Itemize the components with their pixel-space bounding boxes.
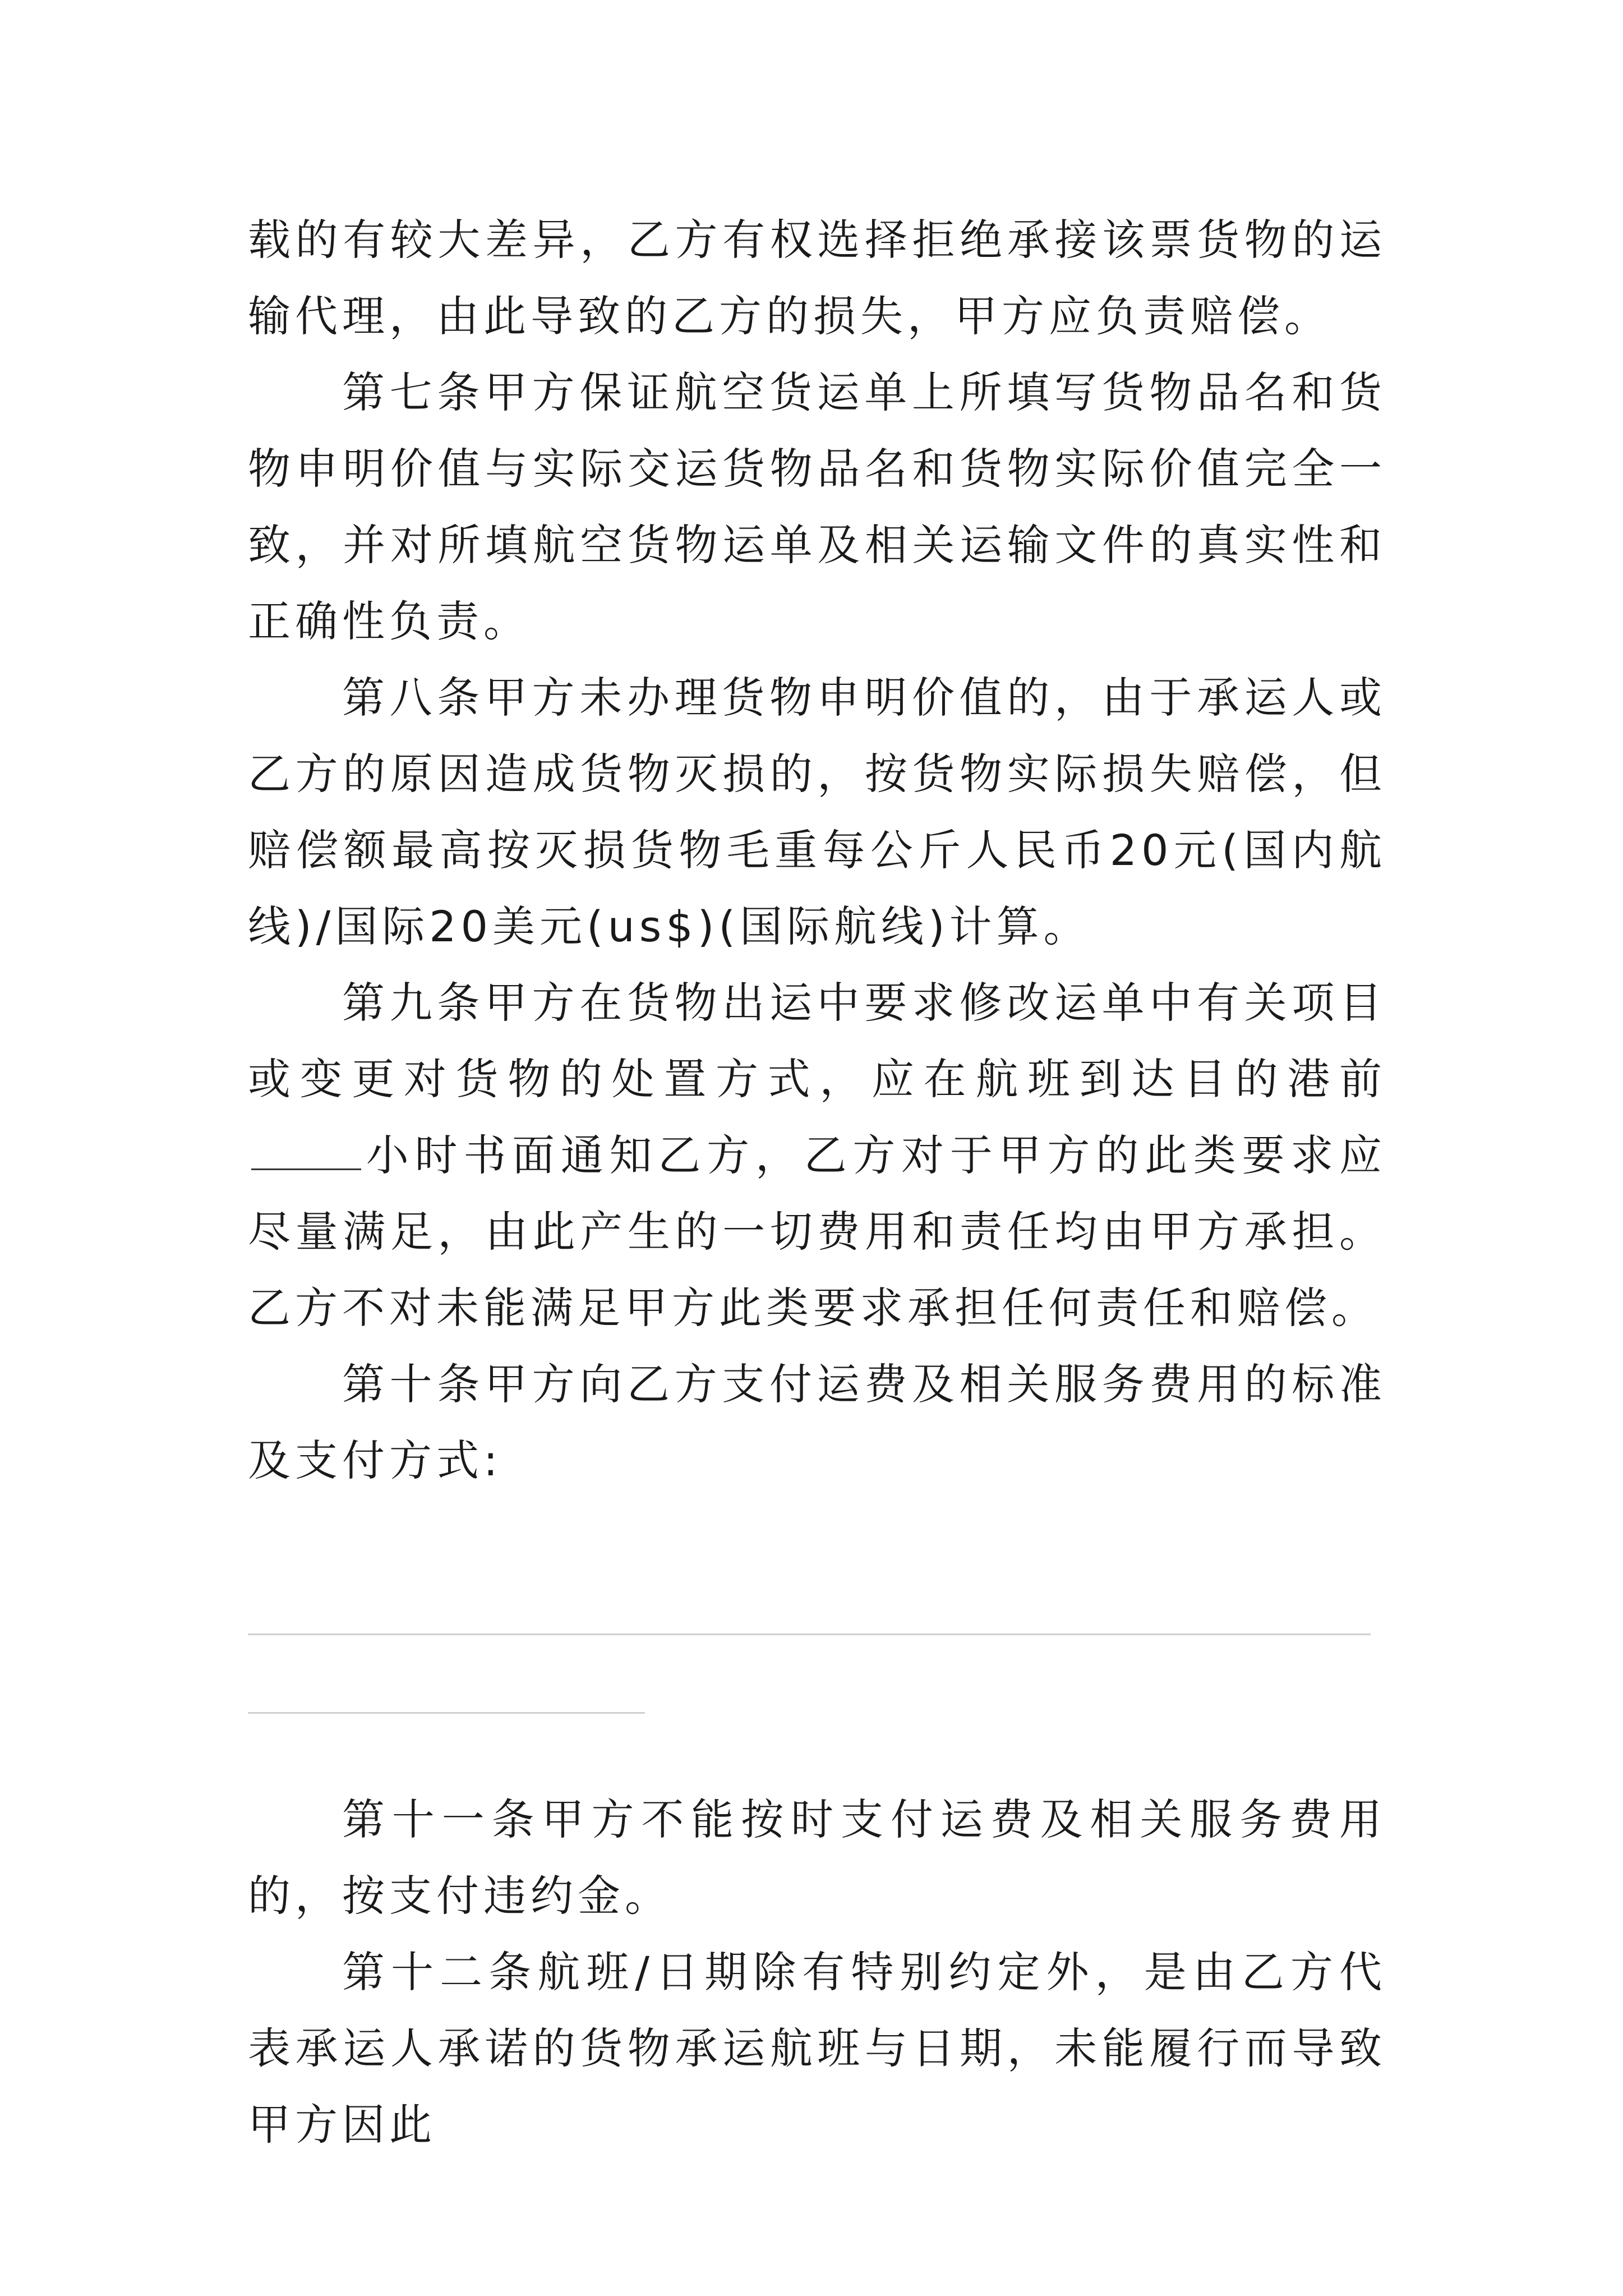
paragraph-article-8: 第八条甲方未办理货物申明价值的，由于承运人或乙方的原因造成货物灭损的，按货物实际损失赔偿，但赔偿额最高按灭损货物毛重每公斤人民币20元(国内航线)/国际20美元(us$)(国际航线)计算。 (248, 673, 1386, 951)
document-body (248, 202, 1386, 2163)
article-9-text-after: 小时书面通知乙方，乙方对于甲方的此类要求应尽量满足，由此产生的一切费用和责任均由甲方承担。乙方不对未能满足甲方此类要求承担任何责任和赔偿。 (248, 1130, 1386, 1333)
paragraph-continuation: 载的有较大差异，乙方有权选择拒绝承接该票货物的运输代理，由此导致的乙方的损失，甲方应负责赔偿。 (248, 215, 1386, 341)
paragraph-article-11: 第十一条甲方不能按时支付运费及相关服务费用的，按支付违约金。 (248, 1795, 1386, 1921)
paragraph-article-7: 第七条甲方保证航空货运单上所填写货物品名和货物申明价值与实际交运货物品名和货物实际价值完全一致，并对所填航空货物运单及相关运输文件的真实性和正确性负责。 (248, 367, 1386, 646)
article-9-text-before: 第九条甲方在货物出运中要求修改运单中有关项目或变更对货物的处置方式，应在航班到达目的港前 (248, 978, 1386, 1104)
fill-in-line-short (248, 1712, 645, 1714)
payment-fill-in-area (248, 1499, 1386, 1782)
paragraph-article-10: 第十条甲方向乙方支付运费及相关服务费用的标准及支付方式: (248, 1359, 1386, 1485)
fill-in-line-long (248, 1634, 1371, 1635)
paragraph-article-12: 第十二条航班/日期除有特别约定外，是由乙方代表承运人承诺的货物承运航班与日期，未能履行而导致甲方因此 (248, 1947, 1386, 2150)
paragraph-article-9 (248, 965, 1386, 1346)
hours-blank-field (251, 1135, 361, 1170)
